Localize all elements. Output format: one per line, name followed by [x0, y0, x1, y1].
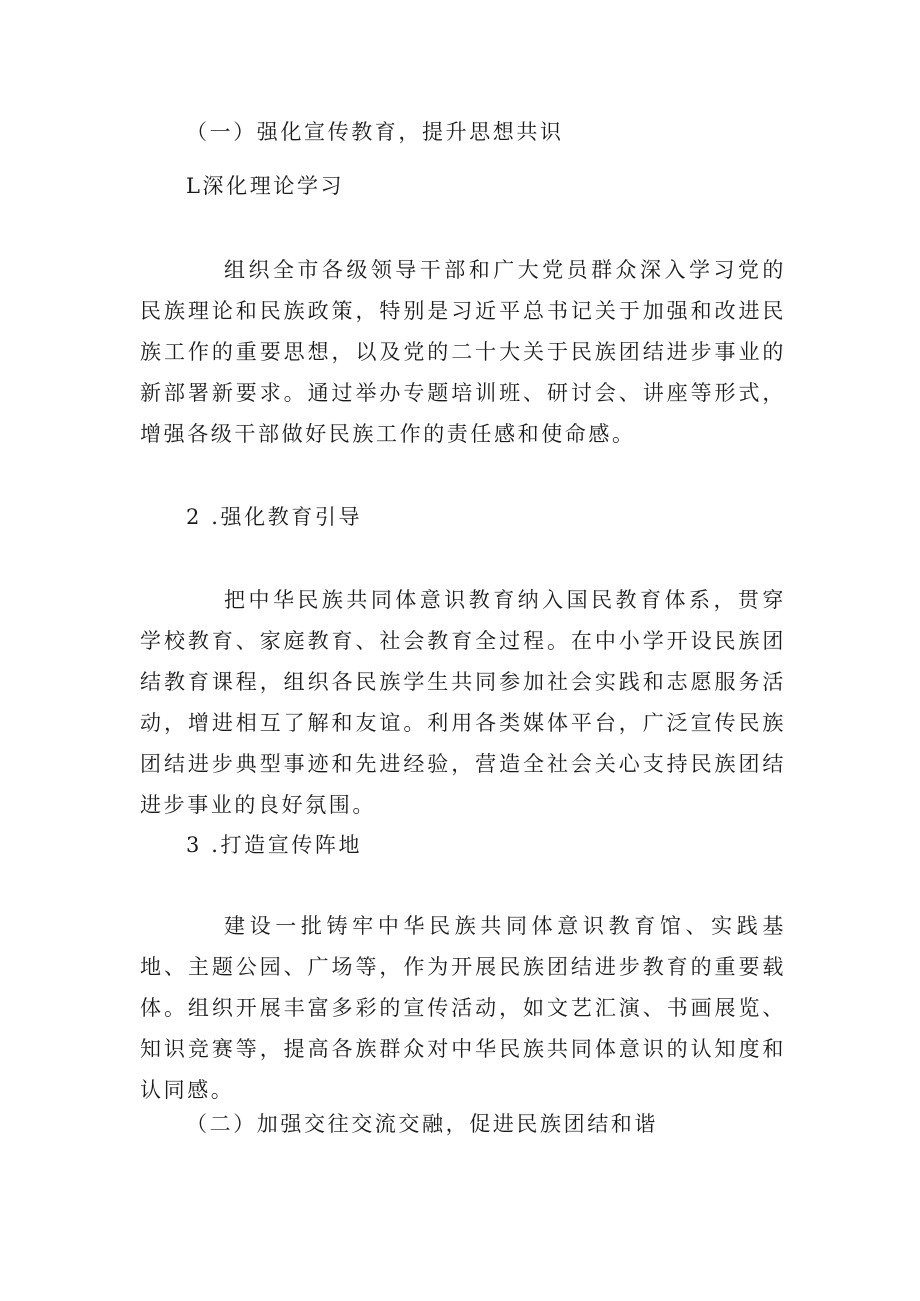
item-1-title: L深化理论学习: [186, 174, 345, 198]
item-3-title: 3 .打造宣传阵地: [186, 833, 363, 857]
section-2-title: （二）加强交往交流交融，促进民族团结和谐: [186, 1112, 658, 1136]
section-1-title: （一）强化宣传教育，提升思想共识: [186, 120, 564, 144]
item-3-body: 建设一批铸牢中华民族共同体意识教育馆、实践基地、主题公园、广场等，作为开展民族团结进步教育的重要载体。组织开展丰富多彩的宣传活动，如文艺汇演、书画展览、知识竞赛等，提高各族群众对中华民族共同体意识的认知度和认同感。: [140, 914, 786, 1102]
item-1-body: 组织全市各级领导干部和广大党员群众深入学习党的民族理论和民族政策，特别是习近平总书记关于加强和改进民族工作的重要思想，以及党的二十大关于民族团结进步事业的新部署新要求。通过举办专题培训班、研讨会、讲座等形式，增强各级干部做好民族工作的责任感和使命感。: [140, 258, 786, 446]
item-2-title: 2 .强化教育引导: [186, 505, 363, 529]
item-2-body: 把中华民族共同体意识教育纳入国民教育体系，贯穿学校教育、家庭教育、社会教育全过程。在中小学开设民族团结教育课程，组织各民族学生共同参加社会实践和志愿服务活动，增进相互了解和友谊。利用各类媒体平台，广泛宣传民族团结进步典型事迹和先进经验，营造全社会关心支持民族团结进步事业的良好氛围。: [140, 588, 786, 817]
